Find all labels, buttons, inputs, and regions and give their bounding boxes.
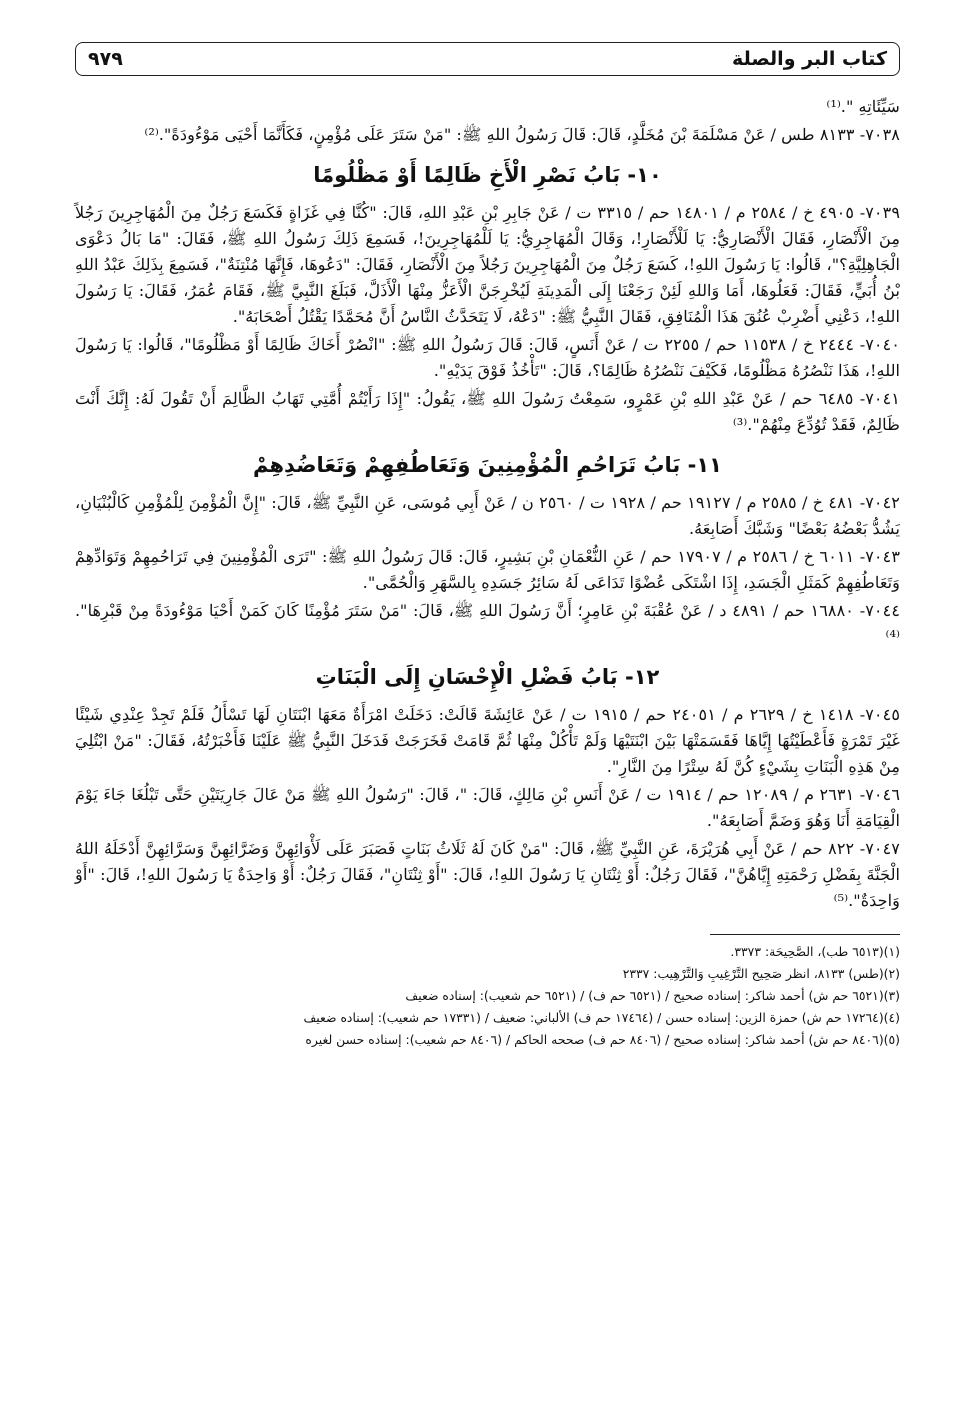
section-heading-12: ١٢- بَابُ فَضْلِ الْإِحْسَانِ إِلَى الْبَنَاتِ bbox=[315, 665, 660, 689]
footnote-2: (٢)(طس) ٨١٣٣، انظر صَحِيح التَّرْغِيبِ وَالتَّرْهِيب: ٢٣٣٧ bbox=[622, 966, 900, 981]
hadith-7042: ٧٠٤٢- ٤٨١ خ / ٢٥٨٥ م / ١٩١٢٧ حم / ١٩٢٨ ت / ٢٥٦٠ ن / عَنْ أَبِي مُوسَى، عَنِ النَّبِيِّ ﷺ، قَالَ: "إِنَّ الْمُؤْمِنَ لِلْمُؤْمِنِ كَالْبُنْيَانِ، يَشُدُّ بَعْضُهُ بَعْضًا" وَشَبَّكَ أَصَابِعَهُ. bbox=[75, 493, 900, 538]
section-heading-11: ١١- بَابُ تَرَاحُمِ الْمُؤْمِنِينَ وَتَعَاطُفِهِمْ وَتَعَاضُدِهِمْ bbox=[253, 453, 722, 477]
page-body bbox=[75, 94, 900, 914]
chapter-title: كتاب البر والصلة bbox=[732, 48, 887, 70]
hadith-7041: ٧٠٤١- ٦٤٨٥ حم / عَنْ عَبْدِ اللهِ بْنِ عَمْرٍو، سَمِعْتُ رَسُولَ اللهِ ﷺ، يَقُولُ: "إِذَا رَأَيْتُمْ أُمَّتِي تَهَابُ الظَّالِمَ أَنْ تَقُولَ لَهُ: إِنَّكَ أَنْتَ ظَالِمٌ، فَقَدْ تُوُدِّعَ مِنْهُمْ".⁽³⁾ bbox=[75, 389, 900, 434]
hadith-7047: ٧٠٤٧- ٨٢٢ حم / عَنْ أَبِي هُرَيْرَةَ، عَنِ النَّبِيِّ ﷺ، قَالَ: "مَنْ كَانَ لَهُ ثَلَاثُ بَنَاتٍ فَصَبَرَ عَلَى لَأْوَائِهِنَّ وَضَرَّائِهِنَّ وَسَرَّائِهِنَّ أَدْخَلَهُ اللهُ الْجَنَّةَ بِفَضْلِ رَحْمَتِهِ إِيَّاهُنَّ"، فَقَالَ رَجُلٌ: أَوْ ثِنْتَانِ يَا رَسُولَ اللهِ!، قَالَ: "أَوْ ثِنْتَانِ"، فَقَالَ رَجُلٌ: أَوْ وَاحِدَةٌ يَا رَسُولَ اللهِ!، قَالَ: "أَوْ وَاحِدَةٌ".⁽⁵⁾ bbox=[75, 839, 900, 910]
hadith-7039: ٧٠٣٩- ٤٩٠٥ خ / ٢٥٨٤ م / ١٤٨٠١ حم / ٣٣١٥ ت / عَنْ جَابِرِ بْنِ عَبْدِ اللهِ، قَالَ: "كُنَّا فِي غَزَاةٍ فَكَسَعَ رَجُلٌ مِنَ الْمُهَاجِرِينَ رَجُلاً مِنَ الْأَنْصَارِ، فَقَالَ الْأَنْصَارِيُّ: يَا لَلْأَنْصَارِ!، وَقَالَ الْمُهَاجِرِيُّ: يَا لَلْمُهَاجِرِينَ!، فَسَمِعَ ذَلِكَ رَسُولُ اللهِ ﷺ، فَقَالَ: "مَا بَالُ دَعْوَى الْجَاهِلِيَّةِ؟"، قَالُوا: يَا رَسُولَ اللهِ!، كَسَعَ رَجُلٌ مِنَ الْمُهَاجِرِينَ رَجُلاً مِنَ الْأَنْصَارِ، فَقَالَ: "دَعُوهَا، فَإِنَّهَا مُنْتِنَةٌ"، فَسَمِعَ بِذَلِكَ عَبْدُ اللهِ بْنُ أُبَيٍّ، فَقَالَ: فَعَلُوهَا، أَمَا وَاللهِ لَئِنْ رَجَعْنَا إِلَى الْمَدِينَةِ لَيُخْرِجَنَّ الْأَعَزُّ مِنْهَا الْأَذَلَّ، فَبَلَغَ النَّبِيَّ ﷺ، فَقَامَ عُمَرُ، فَقَالَ: يَا رَسُولَ اللهِ!، دَعْنِي أَضْرِبْ عُنُقَ هَذَا الْمُنَافِقِ، فَقَالَ النَّبِيُّ ﷺ: "دَعْهُ، لَا يَتَحَدَّثُ النَّاسُ أَنَّ مُحَمَّدًا يَقْتُلُ أَصْحَابَهُ". bbox=[75, 203, 901, 326]
footnotes bbox=[75, 941, 900, 1051]
hadith-7043: ٧٠٤٣- ٦٠١١ خ / ٢٥٨٦ م / ١٧٩٠٧ حم / عَنِ النُّعْمَانِ بْنِ بَشِيرٍ، قَالَ: قَالَ رَسُولُ اللهِ ﷺ: "تَرَى الْمُؤْمِنِينَ فِي تَرَاحُمِهِمْ وَتَوَادِّهِمْ وَتَعَاطُفِهِمْ كَمَثَلِ الْجَسَدِ، إِذَا اشْتَكَى عُضْوًا تَدَاعَى لَهُ سَائِرُ جَسَدِهِ بِالسَّهَرِ وَالْحُمَّى". bbox=[75, 547, 901, 592]
hadith-7046: ٧٠٤٦- ٢٦٣١ م / ١٢٠٨٩ حم / ١٩١٤ ت / عَنْ أَنَسِ بْنِ مَالِكٍ، قَالَ: "، قَالَ: "رَسُولُ اللهِ ﷺ مَنْ عَالَ جَارِيَتَيْنِ حَتَّى تَبْلُغَا جَاءَ يَوْمَ الْقِيَامَةِ أَنَا وَهُوَ وَضَمَّ أَصَابِعَهُ". bbox=[75, 785, 901, 830]
hadith-continuation: سَيِّئَاتِهِ ".⁽¹⁾ bbox=[826, 97, 900, 116]
footnote-4: (٤)(١٧٢٦٤ حم ش) حمزة الزين: إسناده حسن / (١٧٤٦٤ حم ف) الألباني: ضعيف / (١٧٣٣١ حم شعيب): إسناده ضعيف bbox=[303, 1010, 900, 1025]
footnote-5: (٥)(٨٤٠٦ حم ش) أحمد شاكر: إسناده صحيح / (٨٤٠٦ حم ف) صححه الحاكم / (٨٤٠٦ حم شعيب): إسناده حسن لغيره bbox=[305, 1032, 900, 1047]
hadith-7044: ٧٠٤٤- ١٦٨٨٠ حم / ٤٨٩١ د / عَنْ عُقْبَةَ بْنِ عَامِرٍ؛ أَنَّ رَسُولَ اللهِ ﷺ، قَالَ: "مَنْ سَتَرَ مُؤْمِنًا كَانَ كَمَنْ أَحْيَا مَوْءُودَةً مِنْ قَبْرِهَا".⁽⁴⁾ bbox=[75, 601, 901, 646]
hadith-7040: ٧٠٤٠- ٢٤٤٤ خ / ١١٥٣٨ حم / ٢٢٥٥ ت / عَنْ أَنَسٍ، قَالَ: قَالَ رَسُولُ اللهِ ﷺ: "انْصُرْ أَخَاكَ ظَالِمًا أَوْ مَظْلُومًا"، قَالُوا: يَا رَسُولَ اللهِ!، هَذَا نَنْصُرُهُ مَظْلُومًا، فَكَيْفَ نَنْصُرُهُ ظَالِمًا؟، قَالَ: "تَأْخُذُ فَوْقَ يَدَيْهِ". bbox=[75, 335, 900, 380]
footnote-3: (٣)(٦٥٢١ حم ش) أحمد شاكر: إسناده صحيح / (٦٥٢١ حم ف) / (٦٥٢١ حم شعيب): إسناده ضعيف bbox=[405, 988, 900, 1003]
book-page bbox=[75, 42, 900, 1051]
footnote-divider bbox=[710, 934, 900, 935]
page-number: ٩٧٩ bbox=[88, 48, 123, 70]
hadith-7038: ٧٠٣٨- ٨١٣٣ طس / عَنْ مَسْلَمَةَ بْنَ مُخَلَّدٍ، قَالَ: قَالَ رَسُولُ اللهِ ﷺ: "مَنْ سَتَرَ عَلَى مُؤْمِنٍ، فَكَأَنَّمَا أَحْيَى مَوْءُودَةً".⁽²⁾ bbox=[144, 125, 900, 144]
section-heading-10: ١٠- بَابُ نَصْرِ الْأَخِ ظَالِمًا أَوْ مَظْلُومًا bbox=[313, 163, 662, 187]
page-header bbox=[75, 42, 900, 76]
hadith-7045: ٧٠٤٥- ١٤١٨ خ / ٢٦٢٩ م / ٢٤٠٥١ حم / ١٩١٥ ت / عَنْ عَائِشَةَ قَالَتْ: دَخَلَتْ امْرَأَةٌ مَعَهَا ابْنَتَانِ لَهَا تَسْأَلُ فَلَمْ تَجِدْ عِنْدِي شَيْئًا غَيْرَ تَمْرَةٍ فَأَعْطَيْتُهَا إِيَّاهَا فَقَسَمَتْهَا بَيْنَ ابْنَتَيْهَا وَلَمْ تَأْكُلْ مِنْهَا ثُمَّ قَامَتْ فَخَرَجَتْ فَدَخَلَ النَّبِيُّ ﷺ عَلَيْنَا فَأَخْبَرْتُهُ، فَقَالَ: "مَنْ ابْتُلِيَ مِنْ هَذِهِ الْبَنَاتِ بِشَيْءٍ كُنَّ لَهُ سِتْرًا مِنَ النَّارِ". bbox=[75, 705, 901, 776]
footnote-1: (١)(٦٥١٣ طب)، الصَّحِيحَة: ٣٣٧٣. bbox=[730, 944, 900, 959]
